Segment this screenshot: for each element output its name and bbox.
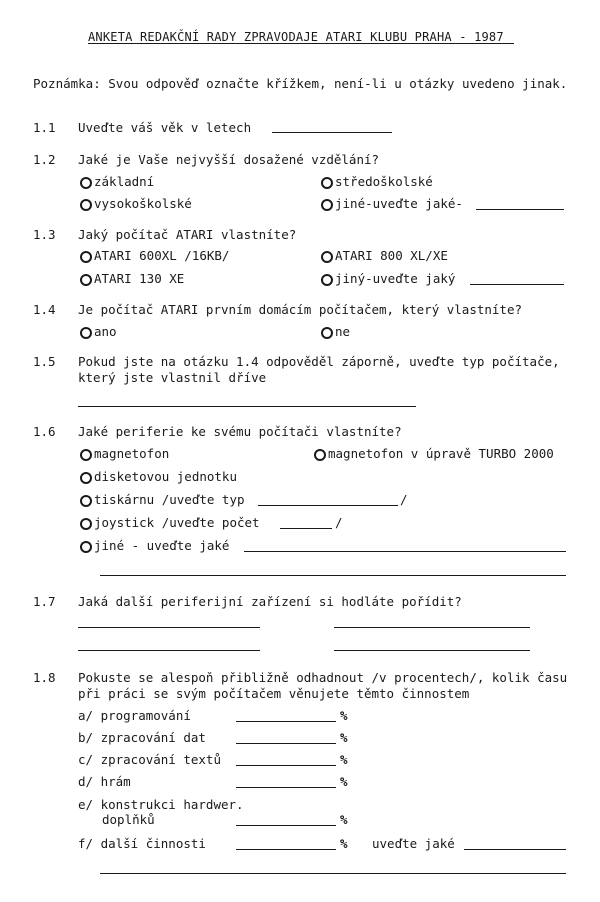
planned-peripheral-line-3[interactable] — [78, 650, 260, 651]
activity-f-line[interactable] — [236, 849, 336, 850]
option-jine-vzdelani[interactable]: jiné-uveďte jaké- — [321, 196, 463, 212]
radio-circle-icon[interactable] — [321, 251, 333, 263]
q1-2-text: Jaké je Vaše nejvyšší dosažené vzdělání? — [78, 152, 380, 167]
radio-circle-icon[interactable] — [321, 177, 333, 189]
option-tiskarna[interactable]: tiskárnu /uveďte typ — [80, 492, 245, 508]
activity-e-cont: doplňků — [102, 812, 155, 827]
activity-c-percent: % — [340, 752, 348, 767]
radio-circle-icon[interactable] — [80, 327, 92, 339]
radio-circle-icon[interactable] — [321, 327, 333, 339]
option-ano[interactable]: ano — [80, 324, 117, 340]
q1-4-text: Je počítač ATARI prvním domácím počítačem, který vlastníte? — [78, 302, 523, 317]
radio-circle-icon[interactable] — [321, 199, 333, 211]
option-jiny-pocitac[interactable]: jiný-uveďte jaký — [321, 271, 455, 287]
activity-c-line[interactable] — [236, 765, 336, 766]
option-ne[interactable]: ne — [321, 324, 350, 340]
joystick-count-line[interactable] — [280, 528, 332, 529]
q1-1-number: 1.1 — [33, 120, 56, 135]
option-joystick[interactable]: joystick /uveďte počet — [80, 515, 260, 531]
checkbox-circle-icon[interactable] — [80, 472, 92, 484]
planned-peripheral-line-1[interactable] — [78, 627, 260, 628]
radio-circle-icon[interactable] — [80, 274, 92, 286]
activity-a-percent: % — [340, 708, 348, 723]
other-peripheral-line-1[interactable] — [244, 551, 566, 552]
activity-f-specify-label: uveďte jaké — [372, 836, 455, 851]
option-magnetofon-turbo[interactable]: magnetofon v úpravě TURBO 2000 — [314, 446, 554, 462]
radio-circle-icon[interactable] — [321, 274, 333, 286]
planned-peripheral-line-4[interactable] — [334, 650, 530, 651]
activity-b-percent: % — [340, 730, 348, 745]
q1-3-text: Jaký počítač ATARI vlastníte? — [78, 227, 297, 242]
other-peripheral-line-2[interactable] — [100, 575, 566, 576]
previous-computer-line[interactable] — [78, 406, 416, 407]
radio-circle-icon[interactable] — [80, 199, 92, 211]
checkbox-circle-icon[interactable] — [80, 495, 92, 507]
computer-other-line[interactable] — [470, 284, 564, 285]
q1-7-text: Jaká další periferijní zařízení si hodláte pořídit? — [78, 594, 462, 609]
activity-a: a/ programování — [78, 708, 191, 723]
printer-slash: / — [400, 492, 408, 507]
note-label: Poznámka: — [33, 76, 101, 91]
q1-5-number: 1.5 — [33, 354, 56, 369]
planned-peripheral-line-2[interactable] — [334, 627, 530, 628]
q1-2-number: 1.2 — [33, 152, 56, 167]
option-zakladni[interactable]: základní — [80, 174, 154, 190]
activity-f-percent: % — [340, 836, 348, 851]
activity-d: d/ hrám — [78, 774, 131, 789]
q1-6-number: 1.6 — [33, 424, 56, 439]
q1-8-number: 1.8 — [33, 670, 56, 685]
activity-e: e/ konstrukci hardwer. — [78, 797, 244, 812]
q1-4-number: 1.4 — [33, 302, 56, 317]
option-jine-periferie[interactable]: jiné - uveďte jaké — [80, 538, 229, 554]
option-atari-800xl[interactable]: ATARI 800 XL/XE — [321, 248, 448, 264]
checkbox-circle-icon[interactable] — [80, 518, 92, 530]
checkbox-circle-icon[interactable] — [80, 449, 92, 461]
q1-5-line1: Pokud jste na otázku 1.4 odpověděl záporně, uveďte typ počítače, — [78, 354, 560, 369]
activity-b-line[interactable] — [236, 743, 336, 744]
activity-d-percent: % — [340, 774, 348, 789]
option-magnetofon[interactable]: magnetofon — [80, 446, 169, 462]
activity-e-percent: % — [340, 812, 348, 827]
joystick-slash: / — [335, 515, 343, 530]
q1-7-number: 1.7 — [33, 594, 56, 609]
radio-circle-icon[interactable] — [80, 251, 92, 263]
option-disketova-jednotka[interactable]: disketovou jednotku — [80, 469, 237, 485]
option-atari-600xl[interactable]: ATARI 600XL /16KB/ — [80, 248, 229, 264]
q1-8-line1: Pokuste se alespoň přibližně odhadnout /v procentech/, kolik času — [78, 670, 568, 685]
q1-8-line2: při práci se svým počítačem věnujete těmto činnostem — [78, 686, 470, 701]
education-other-line[interactable] — [476, 209, 564, 210]
activity-c: c/ zpracování textů — [78, 752, 221, 767]
activity-d-line[interactable] — [236, 787, 336, 788]
q1-5-line2: který jste vlastnil dříve — [78, 370, 267, 385]
activity-b: b/ zpracování dat — [78, 730, 206, 745]
age-answer-line[interactable] — [272, 132, 392, 133]
option-vysokoskolske[interactable]: vysokoškolské — [80, 196, 192, 212]
note — [33, 76, 567, 92]
note-text: Svou odpověď označte křížkem, není-li u otázky uvedeno jinak. — [108, 76, 568, 91]
q1-1-text: Uveďte váš věk v letech — [78, 120, 252, 135]
option-stredoskolske[interactable]: středoškolské — [321, 174, 433, 190]
option-atari-130xe[interactable]: ATARI 130 XE — [80, 271, 184, 287]
activity-e-line[interactable] — [236, 825, 336, 826]
activity-f-specify-line[interactable] — [464, 849, 566, 850]
checkbox-circle-icon[interactable] — [314, 449, 326, 461]
activity-a-line[interactable] — [236, 721, 336, 722]
page-title: ANKETA REDAKČNÍ RADY ZPRAVODAJE ATARI KLUBU PRAHA - 1987 — [88, 30, 504, 44]
activity-f-extra-line[interactable] — [100, 873, 566, 874]
radio-circle-icon[interactable] — [80, 177, 92, 189]
title-underline — [88, 43, 514, 44]
checkbox-circle-icon[interactable] — [80, 541, 92, 553]
activity-f: f/ další činnosti — [78, 836, 206, 851]
q1-3-number: 1.3 — [33, 227, 56, 242]
q1-6-text: Jaké periferie ke svému počítači vlastníte? — [78, 424, 402, 439]
printer-type-line[interactable] — [258, 505, 398, 506]
